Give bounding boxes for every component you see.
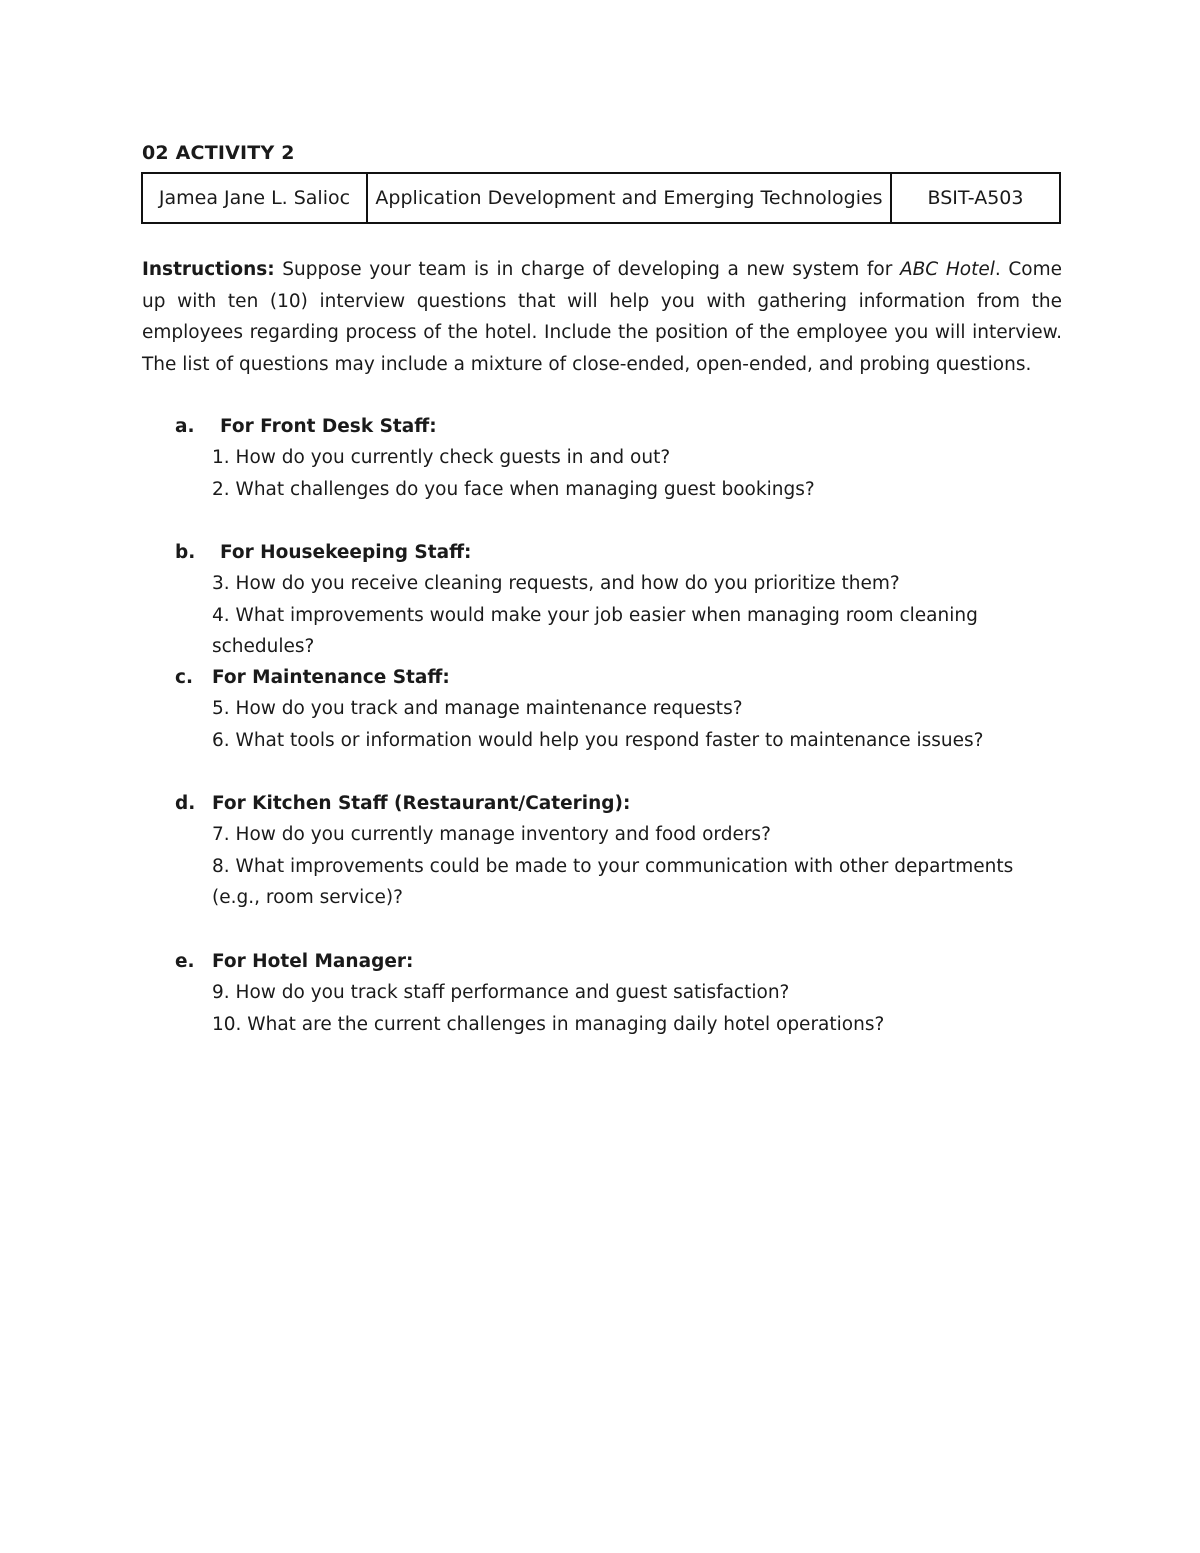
question-item: 1. How do you currently check guests in and out? (212, 447, 671, 468)
activity-title: 02 ACTIVITY 2 (142, 142, 295, 164)
question-item: 8. What improvements could be made to your communication with other departments (e.g., room service)? (212, 855, 1014, 908)
instructions-label: Instructions: (142, 259, 275, 280)
section-heading (175, 537, 1075, 568)
header-info-row (142, 173, 1060, 223)
section-letter: c. (175, 667, 193, 688)
instructions-text-before: Suppose your team is in charge of developing a new system for (274, 259, 900, 280)
section-letter: a. (175, 416, 195, 437)
question-item: 2. What challenges do you face when managing guest bookings? (212, 478, 815, 500)
section-heading (175, 788, 1075, 819)
question-item: 9. How do you track staff performance and guest satisfaction? (212, 982, 790, 1003)
course-cell: Application Development and Emerging Technologies (367, 173, 891, 223)
section-cell: BSIT-A503 (891, 173, 1060, 223)
student-name-cell: Jamea Jane L. Salioc (142, 173, 367, 223)
section-title: For Housekeeping Staff: (220, 542, 472, 563)
hotel-name: ABC Hotel (899, 259, 995, 280)
question-item: 10. What are the current challenges in managing daily hotel operations? (212, 1013, 885, 1035)
instructions-text-after: . Come up with ten (10) interview questions that will help you with gathering information from the employees regarding process of the hotel. Include the position of the employee you will interview. The list of questions may include a mixture of close-ended, open-ended, and probing questions. (142, 259, 1063, 375)
section-maintenance (175, 662, 1075, 756)
section-heading (175, 411, 1075, 442)
header-info-table (141, 172, 1061, 224)
section-front-desk (175, 411, 1075, 505)
section-housekeeping (175, 537, 1075, 663)
section-heading (175, 946, 1075, 977)
question-item: 3. How do you receive cleaning requests, and how do you prioritize them? (212, 573, 900, 594)
section-title: For Front Desk Staff: (220, 416, 437, 437)
section-letter: e. (175, 951, 195, 972)
section-letter: d. (175, 793, 196, 814)
section-kitchen (175, 788, 1075, 914)
section-letter: b. (175, 542, 196, 563)
section-hotel-manager (175, 946, 1075, 1040)
question-item: 5. How do you track and manage maintenance requests? (212, 698, 743, 719)
section-title: For Hotel Manager: (212, 951, 414, 972)
instructions-paragraph (142, 254, 1062, 380)
question-item: 4. What improvements would make your job easier when managing room cleaning schedules? (212, 604, 978, 657)
question-item: 7. How do you currently manage inventory and food orders? (212, 824, 771, 845)
section-heading (175, 662, 1075, 693)
section-title: For Maintenance Staff: (212, 667, 450, 688)
question-item: 6. What tools or information would help you respond faster to maintenance issues? (212, 729, 984, 751)
section-title: For Kitchen Staff (Restaurant/Catering): (212, 793, 631, 814)
